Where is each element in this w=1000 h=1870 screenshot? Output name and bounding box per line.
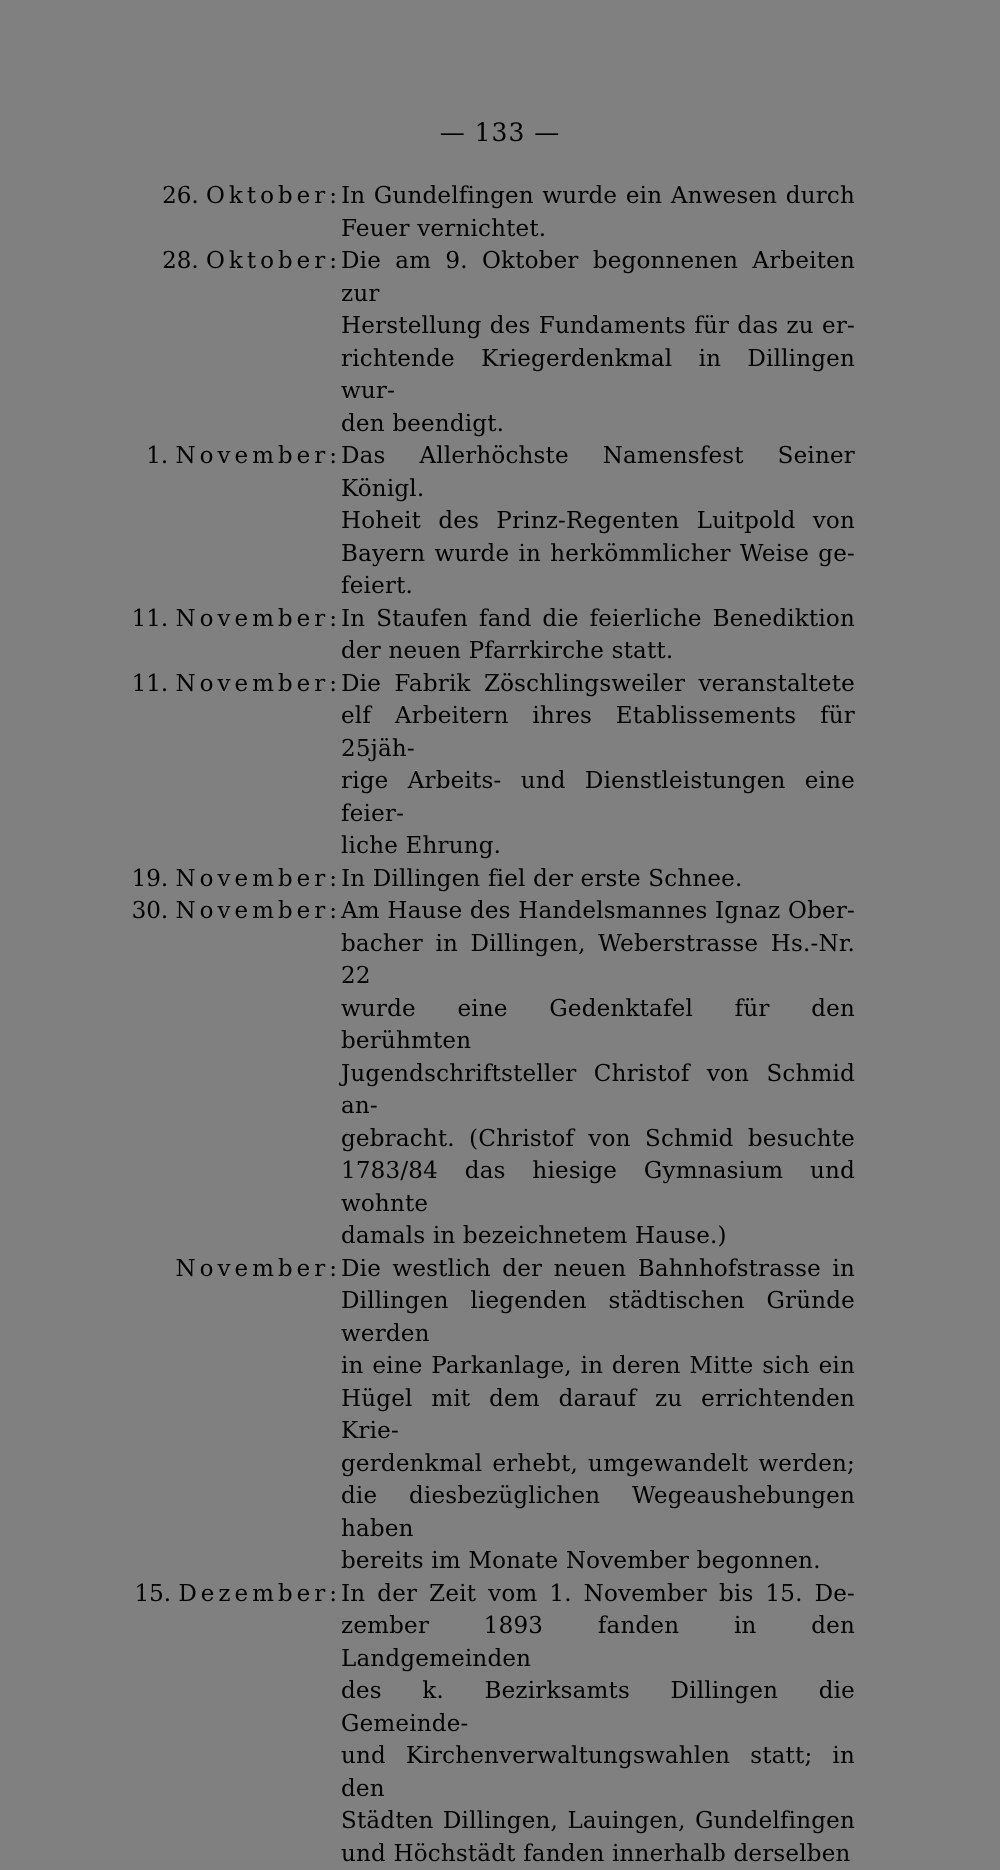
entry-text [341, 180, 855, 245]
entry-day: 15. [134, 1581, 171, 1607]
entry-line: Hügel mit dem darauf zu errichtenden Krie- [341, 1383, 855, 1448]
entry-month: Oktober: [206, 248, 341, 274]
entry-line: des k. Bezirksamts Dillingen die Gemeinde- [341, 1675, 855, 1740]
entry-text [341, 863, 855, 896]
entry-text [341, 603, 855, 668]
entry-text [341, 1578, 855, 1870]
entry-line: die diesbezüglichen Wegeaushebungen haben [341, 1480, 855, 1545]
entry-line: rige Arbeits- und Dienstleistungen eine feier- [341, 765, 855, 830]
entry-line: bacher in Dillingen, Weberstrasse Hs.-Nr. 22 [341, 928, 855, 993]
entry-date [132, 895, 341, 928]
entry-line: Am Hause des Handelsmannes Ignaz Ober- [341, 895, 855, 928]
entry-month: November: [176, 866, 341, 892]
entry-line: Jugendschriftsteller Christof von Schmid an- [341, 1058, 855, 1123]
entry-month: Oktober: [206, 183, 341, 209]
page-number: — 133 — [0, 118, 1000, 147]
entry-month: November: [176, 443, 341, 469]
entry-line: In der Zeit vom 1. November bis 15. De- [341, 1578, 855, 1611]
entry-line: Bayern wurde in herkömmlicher Weise ge- [341, 538, 855, 571]
entry-line: Die am 9. Oktober begonnenen Arbeiten zur [341, 245, 855, 310]
entry-line: richtende Kriegerdenkmal in Dillingen wur- [341, 343, 855, 408]
entry-line: bereits im Monate November begonnen. [341, 1545, 855, 1578]
entry-line: gerdenkmal erhebt, umgewandelt werden; [341, 1448, 855, 1481]
entry-line: in eine Parkanlage, in deren Mitte sich ein [341, 1350, 855, 1383]
entry-line: Hoheit des Prinz-Regenten Luitpold von [341, 505, 855, 538]
entry-line: und Höchstädt fanden innerhalb derselben [341, 1838, 855, 1870]
chronicle-entry [0, 180, 1000, 245]
entry-line: liche Ehrung. [341, 830, 855, 863]
entry-month: Dezember: [178, 1581, 341, 1607]
entry-line: Herstellung des Fundaments für das zu er- [341, 310, 855, 343]
entry-month: November: [176, 1256, 341, 1282]
entry-line: zember 1893 fanden in den Landgemeinden [341, 1610, 855, 1675]
chronicle-entry [0, 603, 1000, 668]
chronicle-entry [0, 245, 1000, 440]
entry-date [132, 668, 341, 701]
entry-line: 1783/84 das hiesige Gymnasium und wohnte [341, 1155, 855, 1220]
entry-line: damals in bezeichnetem Hause.) [341, 1220, 855, 1253]
entry-day: 1. [146, 443, 168, 469]
entry-month: November: [176, 671, 341, 697]
entry-day: 26. [162, 183, 199, 209]
entry-date [132, 863, 341, 896]
chronicle-entry [0, 895, 1000, 1253]
entry-line: und Kirchenverwaltungswahlen statt; in den [341, 1740, 855, 1805]
entry-date [162, 180, 341, 213]
entry-day: 30. [132, 898, 169, 924]
entry-month: November: [176, 898, 341, 924]
entry-line: Das Allerhöchste Namensfest Seiner Königl. [341, 440, 855, 505]
chronicle-entry [0, 440, 1000, 603]
entry-line: wurde eine Gedenktafel für den berühmten [341, 993, 855, 1058]
chronicle-entries [0, 180, 1000, 1870]
entry-day: 19. [132, 866, 169, 892]
entry-text [341, 895, 855, 1253]
chronicle-entry [0, 1253, 1000, 1578]
entry-line: feiert. [341, 570, 855, 603]
entry-date [176, 1253, 341, 1286]
chronicle-entry [0, 1578, 1000, 1870]
entry-line: Städten Dillingen, Lauingen, Gundelfingen [341, 1805, 855, 1838]
entry-line: Dillingen liegenden städtischen Gründe werden [341, 1285, 855, 1350]
entry-line: den beendigt. [341, 408, 855, 441]
entry-line: Die westlich der neuen Bahnhofstrasse in [341, 1253, 855, 1286]
entry-day: 28. [162, 248, 199, 274]
chronicle-entry [0, 668, 1000, 863]
entry-date [134, 1578, 341, 1611]
entry-line: In Dillingen fiel der erste Schnee. [341, 863, 855, 896]
entry-line: In Gundelfingen wurde ein Anwesen durch [341, 180, 855, 213]
entry-month: November: [176, 606, 341, 632]
entry-date [162, 245, 341, 278]
entry-line: gebracht. (Christof von Schmid besuchte [341, 1123, 855, 1156]
entry-line: In Staufen fand die feierliche Benediktion [341, 603, 855, 636]
entry-text [341, 1253, 855, 1578]
entry-text [341, 668, 855, 863]
entry-day: 11. [132, 671, 169, 697]
entry-text [341, 245, 855, 440]
entry-line: Feuer vernichtet. [341, 213, 855, 246]
entry-date [146, 440, 341, 473]
entry-date [132, 603, 341, 636]
entry-day: 11. [132, 606, 169, 632]
entry-line: elf Arbeitern ihres Etablissements für 25jäh- [341, 700, 855, 765]
entry-text [341, 440, 855, 603]
chronicle-entry [0, 863, 1000, 896]
entry-line: der neuen Pfarrkirche statt. [341, 635, 855, 668]
entry-line: Die Fabrik Zöschlingsweiler veranstaltete [341, 668, 855, 701]
